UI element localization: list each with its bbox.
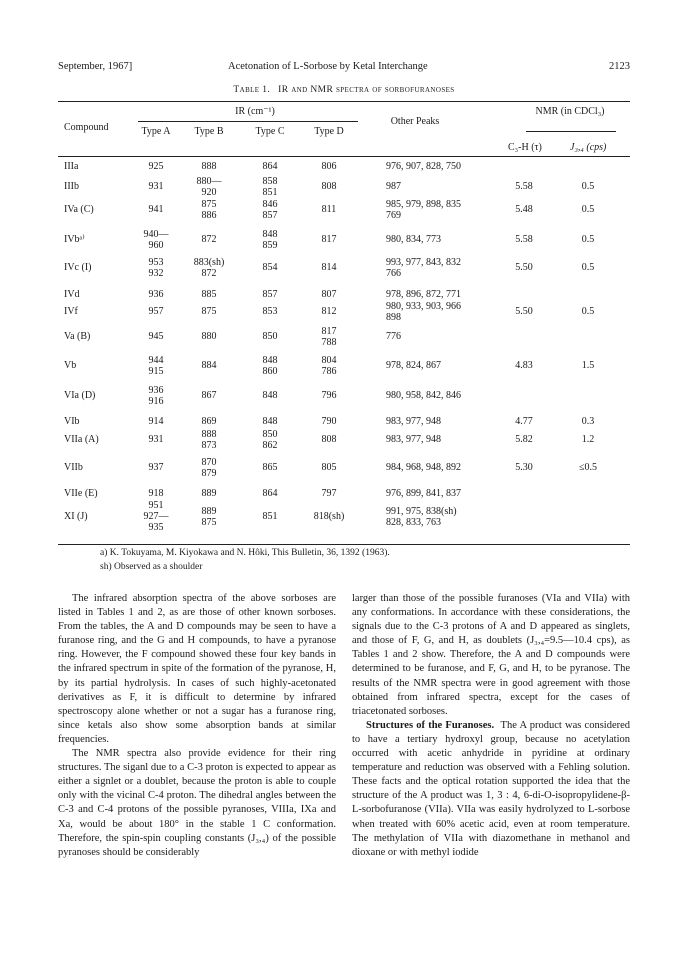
cell-type-a: 925 — [148, 161, 164, 172]
cell-compound: XI (J) — [64, 511, 88, 522]
cell-c3h: 4.77 — [515, 416, 533, 427]
cell-type-d: 814 — [321, 262, 337, 273]
cell-compound: IIIb — [64, 181, 79, 192]
cell-other-peaks: 980, 958, 842, 846 — [386, 390, 461, 401]
cell-type-d: 806 — [321, 161, 337, 172]
cell-type-a: 951 927— 935 — [143, 500, 169, 533]
cell-type-d: 804 786 — [321, 355, 337, 377]
cell-type-d: 818(sh) — [313, 511, 345, 522]
cell-type-a: 936 916 — [148, 385, 164, 407]
table-title: IR and NMR spectra of sorbofuranoses — [278, 85, 455, 95]
cell-type-d: 817 — [321, 234, 337, 245]
cell-type-b: 880— 920 — [196, 176, 222, 198]
cell-j34: ≤0.5 — [579, 462, 597, 473]
cell-type-a: 940— 960 — [143, 229, 169, 251]
cell-other-peaks: 983, 977, 948 — [386, 434, 441, 445]
paragraph: The NMR spectra also provide evidence for their ring structures. The siganl due to a C-3 proton is expected to appear as either a signlet or a doublet, because the proton is able to couple only with the vicinal C-4 proton. The dihedral angles between the C-3 and C-4 protons of the possible pyranoses, VIIIa, IXa and Xa, would be about 180° in the stable 1 C conformation. Therefore, the spin-spin coupling constants (J₃,₄) of the possible pyranoses should be considerably — [58, 748, 336, 858]
cell-c3h: 5.30 — [515, 462, 533, 473]
ir-group-rule — [138, 121, 358, 122]
cell-c3h: 5.82 — [515, 434, 533, 445]
cell-type-a: 941 — [148, 204, 164, 215]
cell-compound: VIIb — [64, 462, 83, 473]
cell-type-c: 848 — [262, 416, 278, 427]
cell-other-peaks: 987 — [386, 181, 401, 192]
footnote-a: a) K. Tokuyama, M. Kiyokawa and N. Hôki, This Bulletin, 36, 1392 (1963). — [100, 548, 390, 558]
running-head — [58, 61, 630, 77]
header-type-b: Type B — [194, 126, 224, 137]
cell-other-peaks: 993, 977, 843, 832 766 — [386, 257, 461, 279]
cell-compound: VIa (D) — [64, 390, 96, 401]
header-c3h: C₃-H (τ) — [508, 142, 542, 153]
cell-other-peaks: 991, 975, 838(sh) 828, 833, 763 — [386, 506, 457, 528]
cell-type-b: 883(sh) 872 — [193, 257, 225, 279]
cell-other-peaks: 976, 907, 828, 750 — [386, 161, 461, 172]
cell-type-c: 850 862 — [262, 429, 278, 451]
cell-type-c: 854 — [262, 262, 278, 273]
cell-type-b: 875 — [201, 306, 217, 317]
cell-other-peaks: 978, 896, 872, 771 — [386, 289, 461, 300]
cell-type-d: 797 — [321, 488, 337, 499]
cell-type-a: 937 — [148, 462, 164, 473]
cell-type-a: 931 — [148, 181, 164, 192]
cell-type-c: 864 — [262, 161, 278, 172]
cell-j34: 1.5 — [581, 360, 595, 371]
cell-compound: IIIa — [64, 161, 79, 172]
cell-other-peaks: 976, 899, 841, 837 — [386, 488, 461, 499]
cell-type-d: 796 — [321, 390, 337, 401]
cell-type-a: 918 — [148, 488, 164, 499]
cell-type-b: 872 — [201, 234, 217, 245]
paragraph — [352, 719, 630, 860]
cell-type-b: 884 — [201, 360, 217, 371]
cell-type-c: 851 — [262, 511, 278, 522]
cell-c3h: 5.58 — [515, 234, 533, 245]
cell-c3h: 4.83 — [515, 360, 533, 371]
cell-type-d: 790 — [321, 416, 337, 427]
header-type-d: Type D — [314, 126, 344, 137]
table-top-rule — [58, 101, 630, 102]
header-compound: Compound — [64, 122, 109, 133]
cell-j34: 0.3 — [581, 416, 595, 427]
cell-type-d: 807 — [321, 289, 337, 300]
cell-type-b: 869 — [201, 416, 217, 427]
cell-compound: Vb — [64, 360, 77, 371]
cell-j34: 0.5 — [581, 234, 595, 245]
page-number: 2123 — [609, 61, 630, 72]
cell-j34: 0.5 — [581, 262, 595, 273]
section-text: was considered to have a tertiary hydroxyl group, because no acetylation occurred with acetic anhydride in pyridine at ordinary temperature and reduction was observed with a Fehling solution. These facts and the optical rotation supported the idea that the structure of the A product was 1, 3 : 4, 6-di-O-isopropylidene-β-L-sorbofuranose (VIIa). VIIa was easily hydrolyzed to L-sorbose when treated with 60% acetic acid, even at room temperature. The methylation of VIIa with diazomethane in methanol and dioxane or with methyl iodide — [352, 719, 631, 858]
cell-compound: IVa (C) — [64, 204, 94, 215]
journal-date: September, 1967] — [58, 61, 133, 72]
cell-type-c: 853 — [262, 306, 278, 317]
cell-compound: VIIe (E) — [64, 488, 98, 499]
header-nmr: NMR (in CDCl₃) — [535, 106, 605, 117]
cell-type-b: 888 — [201, 161, 217, 172]
cell-compound: Va (B) — [64, 331, 91, 342]
cell-type-a: 914 — [148, 416, 164, 427]
cell-type-b: 888 873 — [201, 429, 217, 451]
cell-j34: 0.5 — [581, 181, 595, 192]
cell-type-c: 848 — [262, 390, 278, 401]
cell-c3h: 5.50 — [515, 262, 533, 273]
cell-c3h: 5.58 — [515, 181, 533, 192]
cell-c3h: 5.50 — [515, 306, 533, 317]
cell-type-b: 889 875 — [201, 506, 217, 528]
cell-compound: IVbᵃ⁾ — [64, 234, 85, 245]
paragraph: The infrared absorption spectra of the above sorboses are listed in Tables 1 and 2, as are those of other known sorboses. From the tables, the A and D compounds may be seen to have a furanose ring, and the G and H compounds, to have a pyranose ring. However, the F compound showed these four key bands in the infrared spectrum in spite of the formation of the pyranose, H, by its partial hydrolysis. In cases of such highly-acetonated derivatives as F, it is difficult to determine by infrared spectroscopy alone whether or not a sugar has a furanose ring, since ketals also show some absorption bands at similar frequencies. — [58, 593, 336, 745]
cell-type-b: 889 — [201, 488, 217, 499]
nmr-group-rule — [526, 131, 616, 132]
cell-j34: 1.2 — [581, 434, 595, 445]
body-column-right — [352, 592, 630, 860]
cell-type-b: 867 — [201, 390, 217, 401]
header-type-a: Type A — [141, 126, 171, 137]
table-caption — [0, 84, 688, 95]
cell-other-peaks: 980, 834, 773 — [386, 234, 441, 245]
cell-type-d: 812 — [321, 306, 337, 317]
cell-compound: IVf — [64, 306, 78, 317]
cell-type-a: 945 — [148, 331, 164, 342]
cell-type-c: 846 857 — [262, 199, 278, 221]
header-other-peaks: Other Peaks — [390, 116, 440, 127]
cell-type-d: 811 — [321, 204, 337, 215]
cell-type-c: 850 — [262, 331, 278, 342]
cell-type-a: 953 932 — [148, 257, 164, 279]
cell-type-b: 885 — [201, 289, 217, 300]
header-type-c: Type C — [255, 126, 285, 137]
cell-type-c: 857 — [262, 289, 278, 300]
cell-type-c: 864 — [262, 488, 278, 499]
cell-type-b: 870 879 — [201, 457, 217, 479]
cell-type-b: 875 886 — [201, 199, 217, 221]
cell-compound: IVc (I) — [64, 262, 92, 273]
cell-type-b: 880 — [201, 331, 217, 342]
cell-type-a: 944 915 — [148, 355, 164, 377]
table-header-rule — [58, 156, 630, 157]
cell-type-a: 957 — [148, 306, 164, 317]
cell-type-d: 808 — [321, 181, 337, 192]
footnote-sh: sh) Observed as a shoulder — [100, 562, 203, 572]
article-title: Acetonation of L-Sorbose by Ketal Interchange — [228, 61, 428, 72]
cell-type-a: 936 — [148, 289, 164, 300]
table-label: Table 1. — [233, 85, 271, 95]
body-column-left — [58, 592, 336, 860]
cell-c3h: 5.48 — [515, 204, 533, 215]
table-bottom-rule — [58, 544, 630, 545]
cell-j34: 0.5 — [581, 306, 595, 317]
section-heading: Structures of the Furanoses. — [366, 719, 495, 731]
cell-type-c: 848 859 — [262, 229, 278, 251]
paragraph: larger than those of the possible furanoses (VIa and VIIa) with any conformations. In accordance with these considerations, the signals due to the C-3 protons of A and D appeared as singlets, and those of F, G, and H, as doublets (J₃,₄=9.5—10.4 cps), as Tables 1 and 2 show. Therefore, the A and D compounds were determined to be furanose, and F, G, and H, to be pyranose. The results of the NMR spectra were in good agreement with those obtained from infrared spectra, except for the cases of triacetonated sorboses. — [352, 593, 630, 717]
cell-type-c: 865 — [262, 462, 278, 473]
cell-j34: 0.5 — [581, 204, 595, 215]
cell-type-c: 848 860 — [262, 355, 278, 377]
cell-other-peaks: 978, 824, 867 — [386, 360, 441, 371]
cell-type-d: 805 — [321, 462, 337, 473]
cell-type-c: 858 851 — [262, 176, 278, 198]
cell-compound: VIb — [64, 416, 80, 427]
cell-type-d: 808 — [321, 434, 337, 445]
header-j34: J₃,₄ (cps) — [570, 142, 607, 153]
cell-other-peaks: 984, 968, 948, 892 — [386, 462, 461, 473]
header-ir: IR (cm⁻¹) — [235, 106, 275, 117]
cell-other-peaks: 983, 977, 948 — [386, 416, 441, 427]
section-lead: The A product — [500, 719, 562, 731]
cell-compound: IVd — [64, 289, 80, 300]
cell-other-peaks: 776 — [386, 331, 401, 342]
cell-type-a: 931 — [148, 434, 164, 445]
cell-other-peaks: 985, 979, 898, 835 769 — [386, 199, 461, 221]
cell-compound: VIIa (A) — [64, 434, 99, 445]
cell-other-peaks: 980, 933, 903, 966 898 — [386, 301, 461, 323]
cell-type-d: 817 788 — [321, 326, 337, 348]
